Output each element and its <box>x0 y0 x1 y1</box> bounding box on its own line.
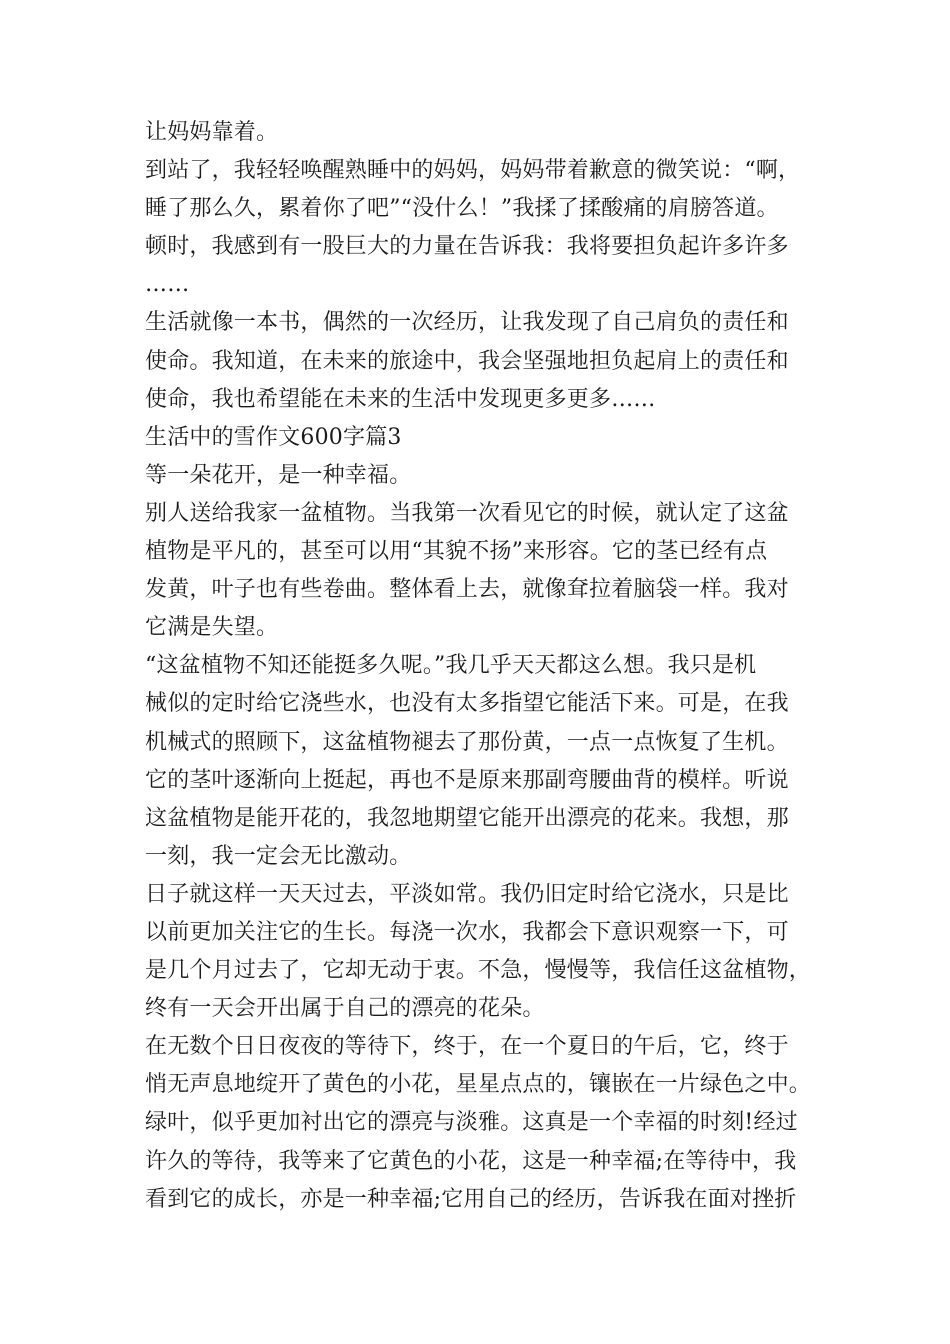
text-line: 日子就这样一天天过去，平淡如常。我仍旧定时给它浇水，只是比 <box>145 881 789 907</box>
text-line: 生活就像一本书，偶然的一次经历，让我发现了自己肩负的责任和 <box>145 310 789 336</box>
text-line: “这盆植物不知还能挺多久呢。”我几乎天天都这么想。我只是机 <box>145 653 757 679</box>
text-line: 终有一天会开出属于自己的漂亮的花朵。 <box>145 996 545 1022</box>
text-line: 许久的等待，我等来了它黄色的小花，这是一种幸福;在等待中，我 <box>145 1148 797 1174</box>
text-line: 植物是平凡的，甚至可以用“其貌不扬”来形容。它的茎已经有点 <box>145 539 768 565</box>
text-line: 使命，我也希望能在未来的生活中发现更多更多…… <box>145 386 656 412</box>
text-line: 械似的定时给它浇些水，也没有太多指望它能活下来。可是，在我 <box>145 691 789 717</box>
text-line: 是几个月过去了，它却无动于衷。不急，慢慢等，我信任这盆植物， <box>145 958 812 984</box>
text-line: 别人送给我家一盆植物。当我第一次看见它的时候，就认定了这盆 <box>145 500 789 526</box>
text-line: 悄无声息地绽开了黄色的小花，星星点点的，镶嵌在一片绿色之中。 <box>145 1072 812 1098</box>
text-line: 它满是失望。 <box>145 615 279 641</box>
text-line: 在无数个日日夜夜的等待下，终于，在一个夏日的午后，它，终于 <box>145 1034 789 1060</box>
text-line: 机械式的照顾下，这盆植物褪去了那份黄，一点一点恢复了生机。 <box>145 729 789 755</box>
text-line: …… <box>145 272 190 298</box>
text-line: 让妈妈靠着。 <box>145 120 279 145</box>
text-line: 它的茎叶逐渐向上挺起，再也不是原来那副弯腰曲背的模样。听说 <box>145 767 789 793</box>
text-line: 绿叶，似乎更加衬出它的漂亮与淡雅。这真是一个幸福的时刻!经过 <box>145 1110 798 1136</box>
text-line: 到站了，我轻轻唤醒熟睡中的妈妈，妈妈带着歉意的微笑说：“啊， <box>145 158 801 184</box>
section-heading: 生活中的雪作文600字篇3 <box>145 424 402 450</box>
text-line: 看到它的成长，亦是一种幸福;它用自己的经历，告诉我在面对挫折 <box>145 1186 797 1212</box>
text-line: 等一朵花开，是一种幸福。 <box>145 462 412 488</box>
text-line: 这盆植物是能开花的，我忽地期望它能开出漂亮的花来。我想，那 <box>145 805 789 831</box>
text-line: 发黄，叶子也有些卷曲。整体看上去，就像耷拉着脑袋一样。我对 <box>145 577 789 603</box>
text-line: 一刻，我一定会无比激动。 <box>145 843 412 869</box>
document-body <box>145 114 815 1219</box>
text-line: 以前更加关注它的生长。每浇一次水，我都会下意识观察一下，可 <box>145 919 789 945</box>
text-line: 顿时，我感到有一股巨大的力量在告诉我：我将要担负起许多许多 <box>145 234 789 260</box>
text-line: 使命。我知道，在未来的旅途中，我会坚强地担负起肩上的责任和 <box>145 348 789 374</box>
text-line: 睡了那么久，累着你了吧”“没什么！”我揉了揉酸痛的肩膀答道。 <box>145 196 779 222</box>
